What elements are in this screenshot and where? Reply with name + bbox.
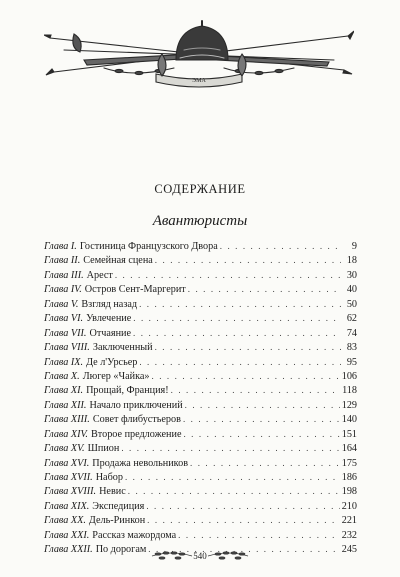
chapter-title: Заключенный — [92, 342, 153, 354]
chapter-title: Отчаяние — [89, 327, 132, 339]
chapter-title: По дорогам — [95, 544, 147, 556]
chapter-title: Увлечение — [86, 313, 132, 325]
dot-leader — [125, 472, 340, 482]
chapter-label: Глава XX. — [44, 515, 86, 527]
chapter-page-number: 140 — [341, 414, 357, 426]
chapter-title: Арест — [86, 269, 113, 281]
toc-entry — [44, 255, 357, 269]
toc-entry — [44, 385, 357, 399]
chapter-label: Глава IX. — [44, 356, 84, 368]
chapter-label: Глава XXII. — [44, 544, 93, 556]
chapter-title: Набор — [95, 472, 123, 483]
chapter-title: Начало приключений — [89, 399, 183, 411]
toc-entry — [44, 241, 357, 255]
dot-leader — [133, 328, 341, 338]
weapons-trophy-icon — [44, 20, 354, 88]
dot-leader — [190, 458, 340, 468]
dot-leader — [139, 357, 341, 367]
contents-heading: СОДЕРЖАНИЕ — [154, 182, 246, 196]
chapter-title: Невис — [99, 486, 126, 498]
chapter-page-number: 30 — [346, 269, 357, 281]
chapter-page-number: 18 — [346, 255, 357, 267]
chapter-title: Продажа невольников — [92, 457, 189, 469]
chapter-label: Глава XV. — [44, 443, 85, 455]
toc-entry — [44, 400, 357, 414]
chapter-label: Глава XIV. — [44, 428, 88, 440]
toc-entry — [44, 299, 357, 313]
dot-leader — [220, 241, 341, 251]
dot-leader — [133, 313, 341, 323]
toc-entry — [44, 429, 357, 443]
toc-entry — [44, 486, 357, 500]
page-number: 540 — [193, 551, 207, 561]
toc-entry — [44, 328, 357, 342]
chapter-page-number: 245 — [341, 544, 357, 556]
dot-leader — [183, 429, 339, 439]
chapter-label: Глава XVI. — [44, 457, 90, 469]
toc-entry — [44, 284, 357, 298]
chapter-label: Глава II. — [44, 255, 81, 267]
chapter-title: Взгляд назад — [81, 298, 138, 310]
dot-leader — [139, 299, 341, 309]
chapter-title: Де л'Урсьер — [86, 356, 138, 368]
dot-leader — [115, 270, 341, 280]
chapter-page-number: 175 — [341, 457, 357, 469]
chapter-label: Глава X. — [44, 370, 80, 382]
dot-leader — [185, 400, 340, 410]
chapter-label: Глава XVII. — [44, 472, 93, 483]
chapter-title: Второе предложение — [90, 428, 182, 440]
chapter-title: Люгер «Чайка» — [82, 370, 150, 382]
banner-text: ЭМА — [192, 78, 206, 84]
chapter-page-number: 232 — [341, 529, 357, 541]
chapter-title: Прощай, Франция! — [86, 385, 169, 397]
chapter-page-number: 164 — [341, 443, 357, 455]
chapter-title: Рассказ мажордома — [92, 529, 177, 541]
chapter-page-number: 198 — [341, 486, 357, 498]
dot-leader — [171, 385, 340, 395]
toc-entry — [44, 530, 357, 544]
chapter-page-number: 62 — [346, 313, 357, 325]
chapter-label: Глава XXI. — [44, 529, 90, 541]
chapter-label: Глава I. — [44, 241, 77, 252]
chapter-page-number: 9 — [351, 241, 357, 252]
chapter-page-number: 95 — [346, 356, 357, 368]
chapter-label: Глава XI. — [44, 385, 84, 397]
dot-leader — [128, 486, 340, 496]
dot-leader — [146, 501, 339, 511]
chapter-page-number: 74 — [346, 327, 357, 339]
chapter-page-number: 83 — [346, 342, 357, 354]
toc-entry — [44, 515, 357, 529]
chapter-title: Семейная сцена — [83, 255, 153, 267]
dot-leader — [183, 414, 340, 424]
chapter-title: Экспедиция — [92, 500, 145, 512]
toc-entry — [44, 371, 357, 385]
dot-leader — [152, 371, 340, 381]
dot-leader — [147, 515, 340, 525]
toc-entry — [44, 270, 357, 284]
chapter-page-number: 221 — [341, 515, 357, 527]
chapter-page-number: 106 — [341, 370, 357, 382]
chapter-title: Шпион — [87, 443, 120, 455]
dot-leader — [155, 255, 341, 265]
toc-entry — [44, 414, 357, 428]
chapter-title: Дель-Ринкон — [88, 515, 146, 527]
chapter-page-number: 210 — [341, 500, 357, 512]
toc-entry — [44, 472, 357, 486]
part-title: Авантюристы — [152, 213, 248, 229]
chapter-label: Глава XIII. — [44, 414, 90, 426]
toc-entry — [44, 443, 357, 457]
table-of-contents — [44, 241, 357, 559]
chapter-page-number: 129 — [341, 399, 357, 411]
chapter-label: Глава V. — [44, 298, 79, 310]
chapter-page-number: 50 — [346, 298, 357, 310]
chapter-title: Остров Сент-Маргерит — [84, 284, 186, 296]
chapter-label: Глава VII. — [44, 327, 87, 339]
dot-leader — [188, 284, 341, 294]
chapter-label: Глава XIX. — [44, 500, 90, 512]
dot-leader — [155, 342, 341, 352]
dot-leader — [121, 443, 339, 453]
toc-entry — [44, 501, 357, 515]
chapter-title: Совет флибустьеров — [92, 414, 181, 426]
chapter-title: Гостиница Французского Двора — [79, 241, 218, 252]
chapter-page-number: 186 — [341, 472, 357, 483]
toc-entry — [44, 313, 357, 327]
chapter-label: Глава III. — [44, 269, 84, 281]
chapter-page-number: 151 — [341, 428, 357, 440]
chapter-label: Глава VIII. — [44, 342, 90, 354]
toc-entry — [44, 357, 357, 371]
chapter-page-number: 40 — [346, 284, 357, 296]
toc-entry — [44, 458, 357, 472]
chapter-label: Глава XVIII. — [44, 486, 97, 498]
toc-entry — [44, 342, 357, 356]
chapter-label: Глава IV. — [44, 284, 82, 296]
chapter-label: Глава VI. — [44, 313, 84, 325]
dot-leader — [178, 530, 340, 540]
chapter-label: Глава XII. — [44, 399, 87, 411]
chapter-page-number: 118 — [342, 385, 357, 397]
